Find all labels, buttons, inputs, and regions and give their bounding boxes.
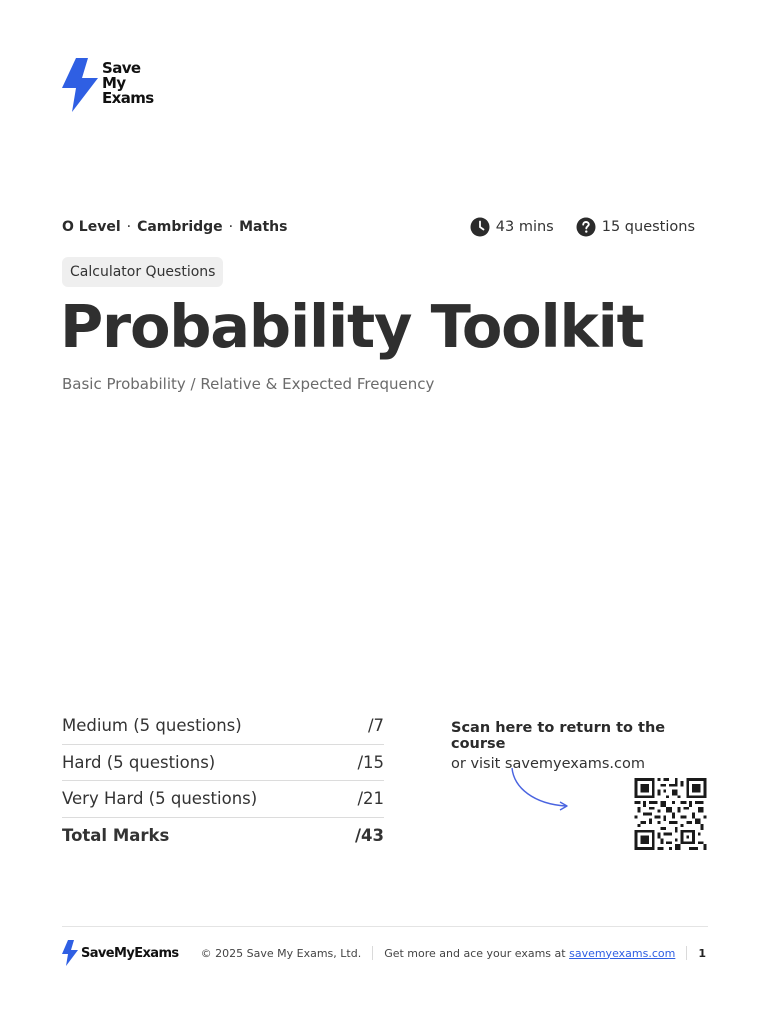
savemyexams-link[interactable]: savemyexams.com [569,946,676,960]
total-marks-label: Total Marks [62,826,170,846]
marks-row-label: Hard (5 questions) [62,752,216,772]
clock-icon [470,217,490,237]
brand-logo [62,58,172,114]
footer-logo-wordmark: SaveMyExams [81,945,179,961]
footer-divider [62,926,708,927]
marks-table [62,708,384,854]
scan-title: Scan here to return to the course [451,720,666,752]
marks-row [62,745,384,782]
separator: · [126,219,132,235]
footer-logo [62,940,179,966]
course-breadcrumb [62,219,287,235]
marks-row-value: /15 [357,752,384,772]
curved-arrow-icon [508,766,574,814]
marks-row-label: Medium (5 questions) [62,716,242,736]
board-label: Cambridge [137,219,223,235]
marks-row-label: Very Hard (5 questions) [62,789,258,809]
qr-code[interactable] [633,778,708,850]
logo-line-1: Save [102,59,141,77]
footer-info [201,946,706,960]
logo-line-3: Exams [102,89,154,107]
logo-line-2: My [102,74,126,92]
subject-label: Maths [239,219,288,235]
page-title: Probability Toolkit [60,292,644,361]
footer-cta [384,947,675,960]
questions-info [576,217,695,237]
marks-row-value: /7 [367,716,384,736]
duration-label: 43 mins [495,219,554,235]
copyright-text: © 2025 Save My Exams, Ltd. [200,946,362,960]
question-icon [576,217,596,237]
scan-prompt [451,720,711,772]
total-marks-row [62,818,384,855]
exam-info [448,217,695,237]
level-label: O Level [62,219,121,235]
question-type-badge: Calculator Questions [62,257,223,287]
marks-row [62,708,384,745]
scan-subtitle: or visit savemyexams.com [451,756,645,772]
marks-row [62,781,384,818]
logo-wordmark [102,61,154,106]
page-subtitle: Basic Probability / Relative & Expected Frequency [62,375,435,393]
marks-row-value: /21 [357,789,384,809]
lightning-bolt-icon [62,940,78,966]
page-number: 1 [698,946,706,960]
total-marks-value: /43 [355,826,384,846]
separator: · [228,219,234,235]
footer-cta-text: Get more and ace your exams at [384,946,566,960]
footer-separator [686,946,687,960]
lightning-bolt-icon [62,58,98,112]
duration-info [470,217,554,237]
questions-label: 15 questions [601,219,695,235]
footer-separator [372,946,373,960]
